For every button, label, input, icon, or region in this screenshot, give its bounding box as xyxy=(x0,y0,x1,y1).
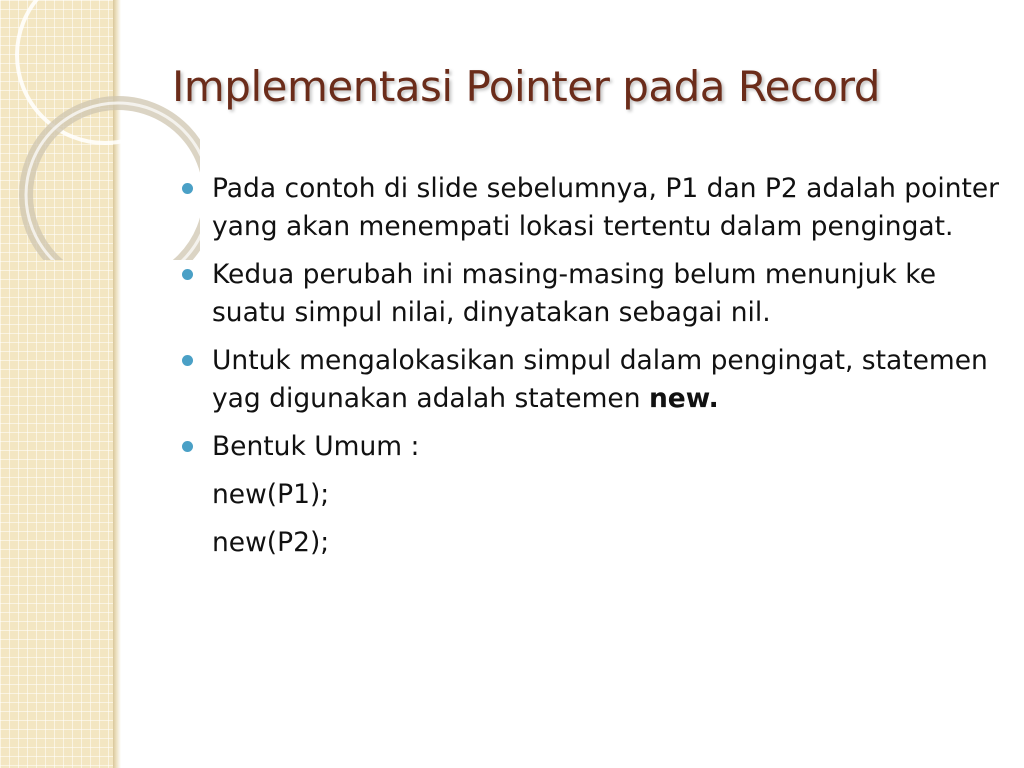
bullet-text: Kedua perubah ini masing-masing belum menunjuk ke suatu simpul nilai, dinyatakan sebagai nil. xyxy=(212,259,937,328)
bullet-dot-icon xyxy=(182,355,193,366)
bullet-item xyxy=(180,428,1000,466)
slide-title: Implementasi Pointer pada Record xyxy=(172,62,880,111)
bold-keyword: new. xyxy=(648,383,719,414)
bullet-dot-icon xyxy=(182,269,193,280)
bullet-text: Bentuk Umum : xyxy=(212,431,420,462)
bullet-dot-icon xyxy=(182,441,193,452)
code-line: new(P2); xyxy=(212,527,330,558)
bullet-dot-icon xyxy=(182,183,193,194)
decorative-circles-icon xyxy=(0,0,200,260)
bullet-item xyxy=(180,342,1000,418)
bullet-item xyxy=(180,170,1000,246)
slide-content xyxy=(180,170,1000,572)
bullet-text: Pada contoh di slide sebelumnya, P1 dan P2 adalah pointer yang akan menempati lokasi tertentu dalam pengingat. xyxy=(212,173,1000,242)
bullet-text: Untuk mengalokasikan simpul dalam pengingat, statemen yag digunakan adalah statemen xyxy=(212,345,988,414)
bullet-item xyxy=(180,256,1000,332)
code-line: new(P1); xyxy=(212,479,330,510)
